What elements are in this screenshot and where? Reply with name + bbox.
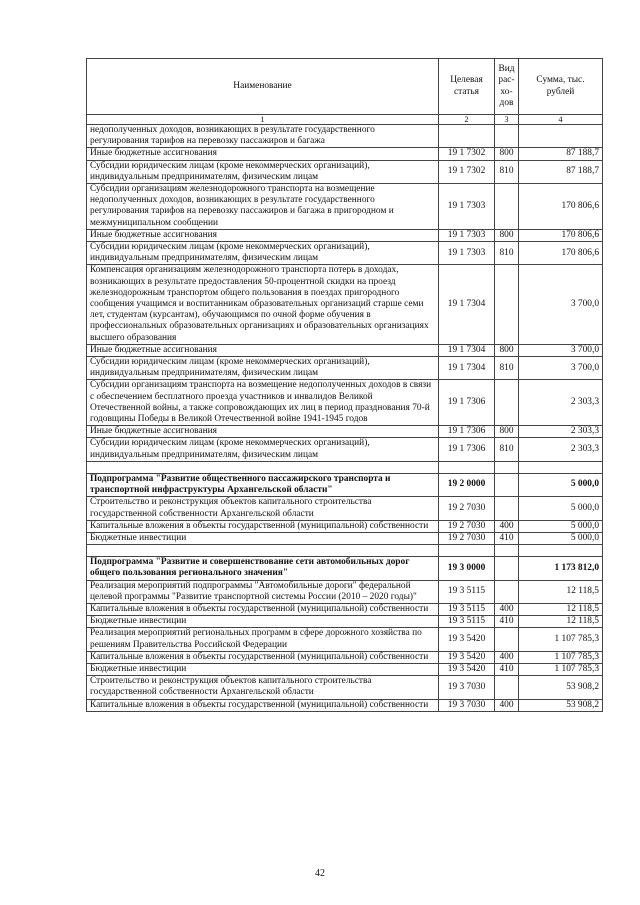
expense-type-cell bbox=[495, 473, 519, 496]
header-name: Наименование bbox=[87, 59, 439, 115]
expense-type-cell: 410 bbox=[495, 616, 519, 628]
target-article-cell: 19 3 5115 bbox=[439, 603, 495, 615]
target-article-cell: 19 3 5420 bbox=[439, 663, 495, 675]
amount-cell: 2 303,3 bbox=[519, 426, 603, 438]
target-article-cell: 19 3 5115 bbox=[439, 580, 495, 603]
table-row bbox=[87, 184, 603, 230]
name-cell: Компенсация организациям железнодорожного транспорта потерь в доходах, возникающих в результате предоставления 50-процентной скидки на проезд железнодорожным транспортом общего пользования в поездах пригородного сообщения учащимся и воспитанникам образовательных организаций старше семи лет, студентам (курсантам), обучающимся по очной форме обучения в профессиональных образовательных организациях и образовательных организациях высшего образования bbox=[87, 265, 439, 344]
table-body bbox=[87, 125, 603, 712]
name-cell: Иные бюджетные ассигнования bbox=[87, 229, 439, 241]
amount-cell: 1 107 785,3 bbox=[519, 628, 603, 651]
name-cell: Субсидии юридическим лицам (кроме некоммерческих организаций), индивидуальным предпринимателям, физическим лицам bbox=[87, 242, 439, 265]
table-row bbox=[87, 380, 603, 426]
expense-type-cell: 810 bbox=[495, 438, 519, 461]
target-article-cell: 19 1 7306 bbox=[439, 426, 495, 438]
table-row bbox=[87, 160, 603, 183]
amount-cell: 170 806,6 bbox=[519, 242, 603, 265]
table-row bbox=[87, 603, 603, 615]
amount-cell bbox=[519, 125, 603, 148]
table-row bbox=[87, 357, 603, 380]
table-row bbox=[87, 676, 603, 699]
target-article-cell: 19 1 7306 bbox=[439, 380, 495, 426]
target-article-cell: 19 1 7304 bbox=[439, 344, 495, 356]
table-row bbox=[87, 532, 603, 544]
target-article-cell: 19 3 5115 bbox=[439, 616, 495, 628]
spacer-row bbox=[87, 545, 603, 557]
target-article-cell: 19 1 7303 bbox=[439, 184, 495, 230]
name-cell: Реализация мероприятий региональных программ в сфере дорожного хозяйства по решениям Правительства Российской Федерации bbox=[87, 628, 439, 651]
table-header-row bbox=[87, 59, 603, 115]
expense-type-cell bbox=[495, 497, 519, 520]
empty-cell bbox=[519, 545, 603, 557]
subprogram-row bbox=[87, 557, 603, 580]
expense-type-cell bbox=[495, 580, 519, 603]
column-number: 2 bbox=[439, 115, 495, 125]
name-cell: Подпрограмма "Развитие и совершенствование сети автомобильных дорог общего пользования регионального значения" bbox=[87, 557, 439, 580]
empty-cell bbox=[439, 545, 495, 557]
amount-cell: 170 806,6 bbox=[519, 184, 603, 230]
target-article-cell: 19 2 7030 bbox=[439, 520, 495, 532]
target-article-cell: 19 3 7030 bbox=[439, 676, 495, 699]
expense-type-cell bbox=[495, 380, 519, 426]
name-cell: Капитальные вложения в объекты государственной (муниципальной) собственности bbox=[87, 651, 439, 663]
table-row bbox=[87, 265, 603, 344]
expense-type-cell: 800 bbox=[495, 426, 519, 438]
empty-cell bbox=[87, 545, 439, 557]
amount-cell: 53 908,2 bbox=[519, 676, 603, 699]
amount-cell: 2 303,3 bbox=[519, 438, 603, 461]
expense-type-cell: 810 bbox=[495, 242, 519, 265]
target-article-cell: 19 1 7302 bbox=[439, 160, 495, 183]
name-cell: Субсидии юридическим лицам (кроме некоммерческих организаций), индивидуальным предпринимателям, физическим лицам bbox=[87, 438, 439, 461]
amount-cell: 5 000,0 bbox=[519, 532, 603, 544]
amount-cell: 87 188,7 bbox=[519, 148, 603, 160]
amount-cell: 12 118,5 bbox=[519, 616, 603, 628]
expense-type-cell: 400 bbox=[495, 699, 519, 711]
expense-type-cell: 800 bbox=[495, 229, 519, 241]
amount-cell: 12 118,5 bbox=[519, 580, 603, 603]
spacer-row bbox=[87, 461, 603, 473]
budget-table-sheet bbox=[86, 58, 602, 712]
name-cell: Субсидии юридическим лицам (кроме некоммерческих организаций), индивидуальным предпринимателям, физическим лицам bbox=[87, 357, 439, 380]
expense-type-cell: 810 bbox=[495, 160, 519, 183]
table-row bbox=[87, 663, 603, 675]
column-number-row bbox=[87, 115, 603, 125]
target-article-cell bbox=[439, 125, 495, 148]
column-number: 3 bbox=[495, 115, 519, 125]
header-vid: Вид рас-хо-дов bbox=[495, 59, 519, 115]
expense-type-cell: 800 bbox=[495, 344, 519, 356]
header-sum: Сумма, тыс. рублей bbox=[519, 59, 603, 115]
amount-cell: 87 188,7 bbox=[519, 160, 603, 183]
amount-cell: 5 000,0 bbox=[519, 497, 603, 520]
expense-type-cell: 400 bbox=[495, 651, 519, 663]
expense-type-cell: 410 bbox=[495, 532, 519, 544]
target-article-cell: 19 1 7304 bbox=[439, 357, 495, 380]
target-article-cell: 19 2 0000 bbox=[439, 473, 495, 496]
target-article-cell: 19 1 7303 bbox=[439, 242, 495, 265]
expense-type-cell bbox=[495, 125, 519, 148]
amount-cell: 3 700,0 bbox=[519, 344, 603, 356]
amount-cell: 2 303,3 bbox=[519, 380, 603, 426]
name-cell: Иные бюджетные ассигнования bbox=[87, 426, 439, 438]
name-cell: Иные бюджетные ассигнования bbox=[87, 148, 439, 160]
target-article-cell: 19 2 7030 bbox=[439, 532, 495, 544]
target-article-cell: 19 3 5420 bbox=[439, 628, 495, 651]
name-cell: Субсидии организациям железнодорожного транспорта на возмещение недополученных доходов, возникающих в результате государственного регулирования тарифов на перевозку пассажиров и багажа в пригородном и межмуниципальном сообщении bbox=[87, 184, 439, 230]
target-article-cell: 19 1 7306 bbox=[439, 438, 495, 461]
table-row bbox=[87, 520, 603, 532]
name-cell: Строительство и реконструкция объектов капитального строительства государственной собственности Архангельской области bbox=[87, 497, 439, 520]
name-cell: Иные бюджетные ассигнования bbox=[87, 344, 439, 356]
amount-cell: 53 908,2 bbox=[519, 699, 603, 711]
table-row bbox=[87, 628, 603, 651]
expense-type-cell: 410 bbox=[495, 663, 519, 675]
name-cell: Реализация мероприятий подпрограммы "Автомобильные дороги" федеральной целевой программы "Развитие транспортной системы России (2010 – 2020 годы)" bbox=[87, 580, 439, 603]
expense-type-cell: 400 bbox=[495, 520, 519, 532]
name-cell: Строительство и реконструкция объектов капитального строительства государственной собственности Архангельской области bbox=[87, 676, 439, 699]
expense-type-cell: 400 bbox=[495, 603, 519, 615]
table-row bbox=[87, 426, 603, 438]
column-number: 4 bbox=[519, 115, 603, 125]
table-row bbox=[87, 580, 603, 603]
expense-type-cell: 800 bbox=[495, 148, 519, 160]
target-article-cell: 19 3 5420 bbox=[439, 651, 495, 663]
page-number: 42 bbox=[315, 868, 325, 879]
name-cell: Подпрограмма "Развитие общественного пассажирского транспорта и транспортной инфраструктуры Архангельской области" bbox=[87, 473, 439, 496]
target-article-cell: 19 1 7303 bbox=[439, 229, 495, 241]
table-row bbox=[87, 699, 603, 711]
expense-type-cell bbox=[495, 676, 519, 699]
target-article-cell: 19 3 0000 bbox=[439, 557, 495, 580]
amount-cell: 1 173 812,0 bbox=[519, 557, 603, 580]
target-article-cell: 19 2 7030 bbox=[439, 497, 495, 520]
amount-cell: 12 118,5 bbox=[519, 603, 603, 615]
table-row bbox=[87, 148, 603, 160]
expense-type-cell bbox=[495, 557, 519, 580]
empty-cell bbox=[495, 461, 519, 473]
name-cell: Бюджетные инвестиции bbox=[87, 616, 439, 628]
table-row bbox=[87, 229, 603, 241]
expense-type-cell bbox=[495, 184, 519, 230]
subprogram-row bbox=[87, 473, 603, 496]
table-row bbox=[87, 616, 603, 628]
name-cell: недополученных доходов, возникающих в результате государственного регулирования тарифов на перевозку пассажиров и багажа bbox=[87, 125, 439, 148]
target-article-cell: 19 3 7030 bbox=[439, 699, 495, 711]
empty-cell bbox=[495, 545, 519, 557]
expense-type-cell bbox=[495, 628, 519, 651]
amount-cell: 5 000,0 bbox=[519, 473, 603, 496]
amount-cell: 1 107 785,3 bbox=[519, 663, 603, 675]
target-article-cell: 19 1 7302 bbox=[439, 148, 495, 160]
table-row bbox=[87, 651, 603, 663]
expense-type-cell bbox=[495, 265, 519, 344]
empty-cell bbox=[519, 461, 603, 473]
amount-cell: 3 700,0 bbox=[519, 357, 603, 380]
empty-cell bbox=[439, 461, 495, 473]
amount-cell: 1 107 785,3 bbox=[519, 651, 603, 663]
name-cell: Капитальные вложения в объекты государственной (муниципальной) собственности bbox=[87, 520, 439, 532]
table-row bbox=[87, 438, 603, 461]
table-row bbox=[87, 242, 603, 265]
amount-cell: 5 000,0 bbox=[519, 520, 603, 532]
empty-cell bbox=[87, 461, 439, 473]
budget-table bbox=[86, 58, 603, 712]
name-cell: Капитальные вложения в объекты государственной (муниципальной) собственности bbox=[87, 699, 439, 711]
table-row bbox=[87, 344, 603, 356]
name-cell: Бюджетные инвестиции bbox=[87, 663, 439, 675]
column-number: 1 bbox=[87, 115, 439, 125]
target-article-cell: 19 1 7304 bbox=[439, 265, 495, 344]
name-cell: Капитальные вложения в объекты государственной (муниципальной) собственности bbox=[87, 603, 439, 615]
name-cell: Субсидии юридическим лицам (кроме некоммерческих организаций), индивидуальным предпринимателям, физическим лицам bbox=[87, 160, 439, 183]
amount-cell: 170 806,6 bbox=[519, 229, 603, 241]
amount-cell: 3 700,0 bbox=[519, 265, 603, 344]
table-row bbox=[87, 125, 603, 148]
name-cell: Субсидии организациям транспорта на возмещение недополученных доходов в связи с обеспечением бесплатного проезда участников и инвалидов Великой Отечественной войны, а также сопровождающих их лиц в период празднования 70-й годовщины Победы в Великой Отечественной войне 1941-1945 годов bbox=[87, 380, 439, 426]
header-code: Целевая статья bbox=[439, 59, 495, 115]
table-row bbox=[87, 497, 603, 520]
name-cell: Бюджетные инвестиции bbox=[87, 532, 439, 544]
expense-type-cell: 810 bbox=[495, 357, 519, 380]
